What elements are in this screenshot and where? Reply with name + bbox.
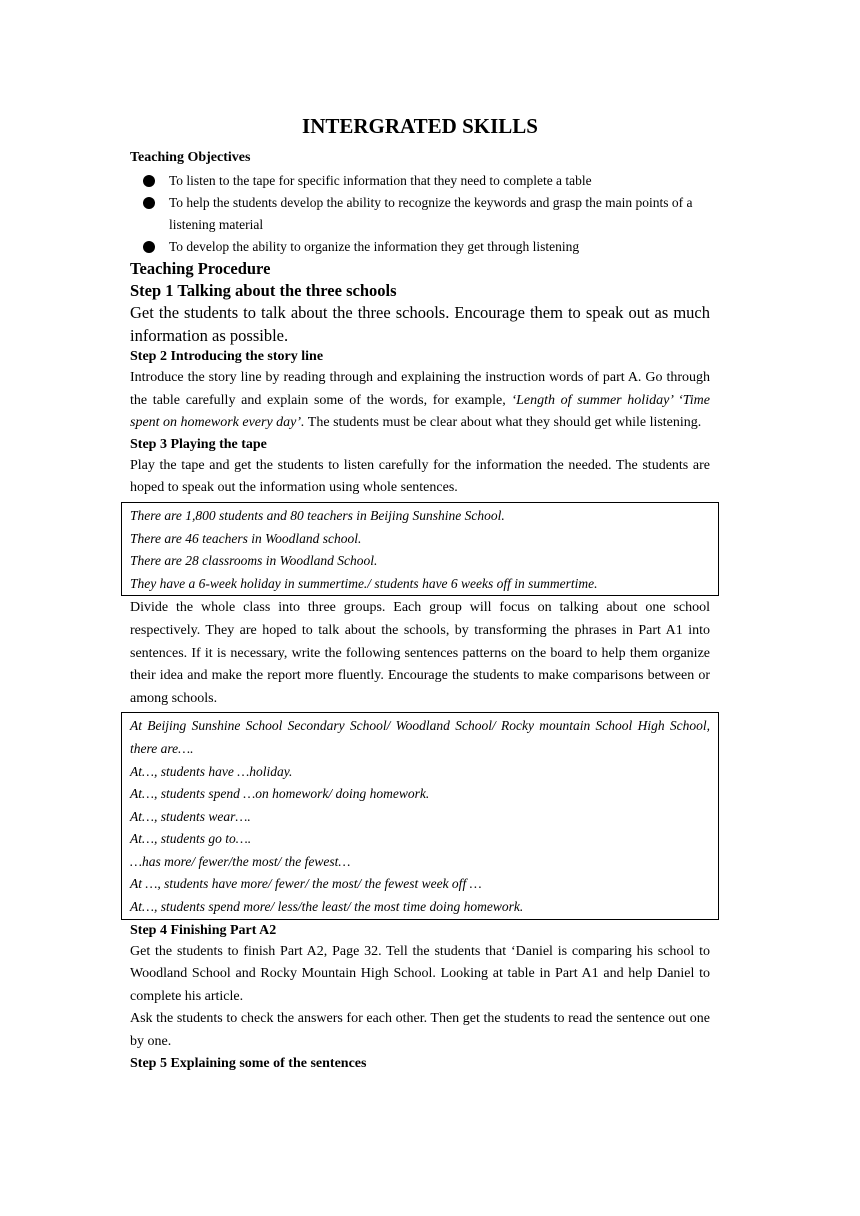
objective-item: To develop the ability to organize the information they get through listening [130,236,710,258]
sentence-pattern: At Beijing Sunshine School Secondary School/ Woodland School/ Rocky mountain School High School, there are…. [130,718,710,756]
objectives-heading: Teaching Objectives [130,150,251,165]
sentence-pattern: …has more/ fewer/the most/ the fewest… [130,853,351,869]
step5-heading: Step 5 Explaining some of the sentences [130,1055,367,1071]
procedure-heading: Teaching Procedure [130,259,271,278]
objective-item: To help the students develop the ability to recognize the keywords and grasp the main points of a listening material [130,192,710,236]
objectives-list [130,170,710,258]
step3-text2: Divide the whole class into three groups. Each group will focus on talking about one school respectively. They are hoped to talk about the schools, by transforming the phrases in Part A1 into sentences. If it is necessary, write the following sentences patterns on the board to help them organize their idea and make the report more fluently. Encourage the students to make comparisons between or among schools. [130,600,710,706]
step4-text2: Ask the students to check the answers for each other. Then get the students to read the sentence out one by one. [130,1011,710,1050]
sentence-pattern: At…, students spend …on homework/ doing homework. [130,786,430,802]
example-sentence: There are 46 teachers in Woodland school. [130,530,362,546]
example-sentence: There are 28 classrooms in Woodland School. [130,553,378,569]
step2-text: Introduce the story line by reading through and explaining the instruction words of part A. Go through the table carefully and explain some of the words, for example, ‘Length of summer holiday’ ‘Time spent on homework every day’. The students must be clear about what they should get while listening. [130,370,710,431]
sentence-pattern: At…, students go to…. [130,831,252,847]
sentence-pattern: At…, students have …holiday. [130,763,293,779]
bullet-dot-icon [143,175,155,187]
step2-italic-terms: ‘Length of summer holiday’ ‘Time spent on homework every day’. [130,392,710,431]
document-title: INTERGRATED SKILLS [302,114,538,138]
step3-text: Play the tape and get the students to listen carefully for the information the needed. The students are hoped to speak out the information using whole sentences. [130,457,710,496]
example-sentence: There are 1,800 students and 80 teachers in Beijing Sunshine School. [130,507,505,523]
step4-heading: Step 4 Finishing Part A2 [130,922,277,938]
step1-heading: Step 1 Talking about the three schools [130,281,397,300]
example-sentence: They have a 6-week holiday in summertime./ students have 6 weeks off in summertime. [130,575,598,591]
example-sentences-box [121,502,719,596]
step2-heading: Step 2 Introducing the story line [130,349,324,364]
sentence-pattern: At…, students spend more/ less/the least/ the most time doing homework. [130,899,524,915]
step1-text: Get the students to talk about the three schools. Encourage them to speak out as much information as possible. [130,303,710,345]
sentence-patterns-box [121,712,719,919]
document-page [130,114,710,1074]
objective-item: To listen to the tape for specific information that they need to complete a table [130,170,710,192]
bullet-dot-icon [143,241,155,253]
step3-heading: Step 3 Playing the tape [130,436,267,452]
bullet-dot-icon [143,197,155,209]
step4-text1: Get the students to finish Part A2, Page 32. Tell the students that ‘Daniel is comparing his school to Woodland School and Rocky Mountain High School. Looking at table in Part A1 and help Daniel to complete his article. [130,943,710,1004]
sentence-pattern: At …, students have more/ fewer/ the most/ the fewest week off … [130,876,482,892]
sentence-pattern: At…, students wear…. [130,808,251,824]
